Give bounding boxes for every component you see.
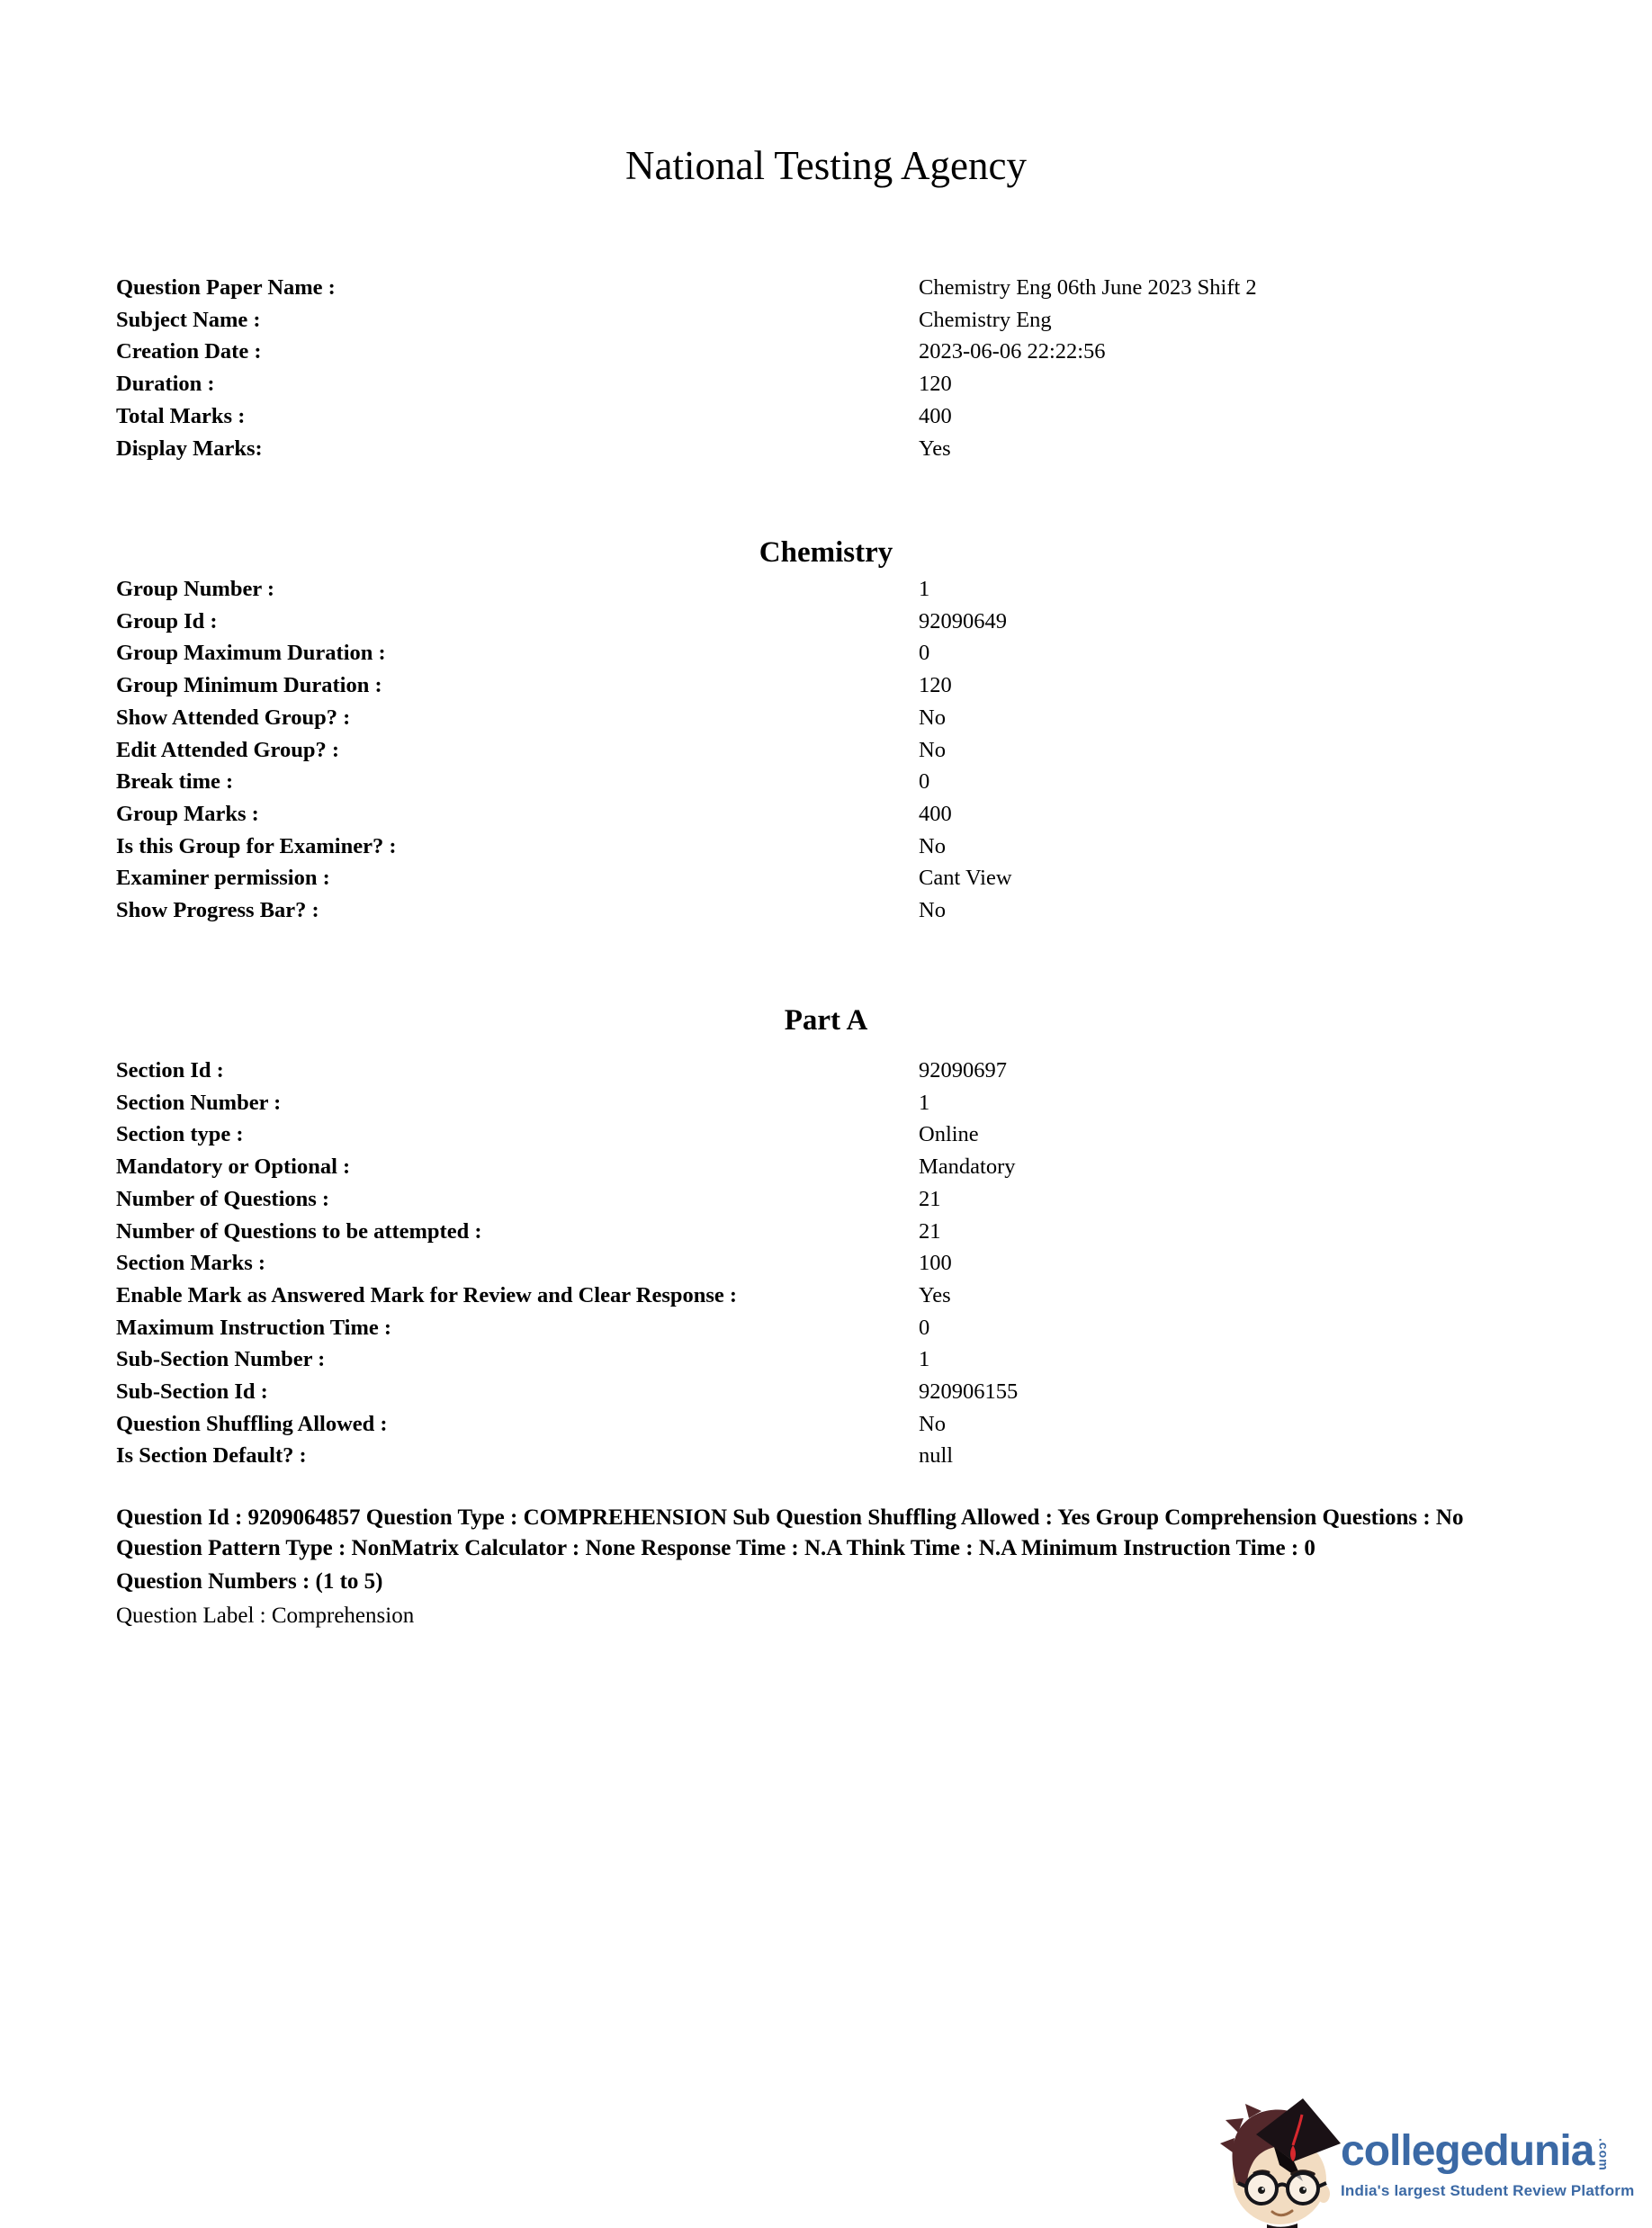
info-value: Yes [919,436,951,461]
info-value: 21 [919,1218,941,1244]
info-label: Group Maximum Duration : [116,641,386,666]
info-value: Chemistry Eng [919,307,1052,332]
info-value: Yes [919,1282,951,1307]
table-row [0,1312,1652,1344]
info-label: Show Attended Group? : [116,705,351,730]
table-row [0,606,1652,638]
question-numbers: Question Numbers : (1 to 5) [116,1569,383,1594]
info-label: Creation Date : [116,339,262,364]
info-value: No [919,705,946,730]
info-value: 0 [919,769,930,795]
info-label: Section Id : [116,1058,224,1083]
brand-name: collegedunia [1341,2127,1594,2175]
info-value: 0 [919,1315,930,1340]
group-heading: Chemistry [759,536,893,569]
info-value: 1 [919,1347,930,1372]
info-value: 21 [919,1186,941,1211]
info-value: No [919,737,946,762]
part-a-heading: Part A [784,1004,868,1037]
info-label: Enable Mark as Answered Mark for Review and Clear Response : [116,1282,738,1307]
info-label: Sub-Section Number : [116,1347,326,1372]
info-label: Group Minimum Duration : [116,673,382,698]
page-title: National Testing Agency [625,143,1027,188]
info-label: Subject Name : [116,307,261,332]
info-value: 1 [919,1090,930,1115]
info-label: Group Marks : [116,801,259,826]
info-value: Online [919,1122,979,1147]
info-value: 120 [919,673,952,698]
table-row [0,1408,1652,1441]
table-row [0,766,1652,798]
info-value: 920906155 [919,1379,1019,1405]
info-value: 92090697 [919,1058,1007,1083]
table-row [0,400,1652,433]
table-row [0,1440,1652,1472]
info-label: Section type : [116,1122,244,1147]
info-label: Question Shuffling Allowed : [116,1411,388,1436]
info-value: 400 [919,801,952,826]
paper-info-block [0,272,1652,464]
table-row [0,1087,1652,1119]
info-label: Number of Questions to be attempted : [116,1218,482,1244]
table-row [0,734,1652,767]
table-row [0,1118,1652,1151]
brand-row [1341,2129,1634,2178]
table-row [0,1247,1652,1280]
info-label: Number of Questions : [116,1186,330,1211]
info-label: Display Marks: [116,436,263,461]
table-row [0,831,1652,863]
info-label: Is this Group for Examiner? : [116,833,397,858]
table-row [0,304,1652,337]
question-meta-line2: Question Pattern Type : NonMatrix Calculator : None Response Time : N.A Think Time : N.A Minimum Instruction Time : 0 [116,1536,1315,1560]
info-label: Group Id : [116,608,218,633]
info-label: Show Progress Bar? : [116,898,319,923]
table-row [0,1183,1652,1216]
table-row [0,1151,1652,1183]
table-row [0,272,1652,304]
info-label: Examiner permission : [116,866,330,891]
collegedunia-mascot-icon [1217,2093,1342,2228]
info-label: Edit Attended Group? : [116,737,339,762]
table-row [0,1216,1652,1248]
info-value: 120 [919,372,952,397]
table-row [0,862,1652,894]
brand-tagline: India's largest Student Review Platform [1341,2182,1635,2199]
info-label: Mandatory or Optional : [116,1154,351,1180]
table-row [0,1343,1652,1376]
info-label: Question Paper Name : [116,275,336,300]
question-meta-line1: Question Id : 9209064857 Question Type : COMPREHENSION Sub Question Shuffling Allowed : Yes Group Comprehension Questions : No [116,1505,1464,1530]
table-row [0,637,1652,669]
table-row [0,336,1652,368]
brand-tld: .com [1596,2138,1612,2171]
info-value: 1 [919,577,930,601]
table-row [0,669,1652,702]
info-value: 92090649 [919,608,1007,633]
table-row [0,1280,1652,1312]
collegedunia-logo-text [1341,2093,1634,2200]
table-row [0,702,1652,734]
question-label: Question Label : Comprehension [116,1604,415,1628]
table-row [0,894,1652,927]
table-row [0,1055,1652,1087]
info-value: No [919,833,946,858]
table-row [0,1376,1652,1408]
info-value: Mandatory [919,1154,1016,1180]
info-value: Chemistry Eng 06th June 2023 Shift 2 [919,275,1257,300]
info-label: Section Number : [116,1090,282,1115]
table-row [0,433,1652,465]
info-value: 2023-06-06 22:22:56 [919,339,1106,364]
info-label: Maximum Instruction Time : [116,1315,392,1340]
info-label: Duration : [116,372,215,397]
table-row [0,573,1652,606]
table-row [0,798,1652,831]
info-value: 400 [919,403,952,428]
info-label: Is Section Default? : [116,1443,307,1469]
collegedunia-logo [1217,2093,1652,2228]
table-row [0,368,1652,400]
info-label: Section Marks : [116,1251,266,1276]
info-value: No [919,898,946,923]
info-label: Total Marks : [116,403,246,428]
info-label: Group Number : [116,577,275,601]
info-value: Cant View [919,866,1012,891]
info-value: null [919,1443,954,1469]
info-value: No [919,1411,946,1436]
info-value: 100 [919,1251,952,1276]
group-info-block [0,573,1652,927]
question-meta-block [116,1503,1616,1631]
info-label: Break time : [116,769,234,795]
section-info-block [0,1055,1652,1472]
info-label: Sub-Section Id : [116,1379,268,1405]
info-value: 0 [919,641,930,666]
